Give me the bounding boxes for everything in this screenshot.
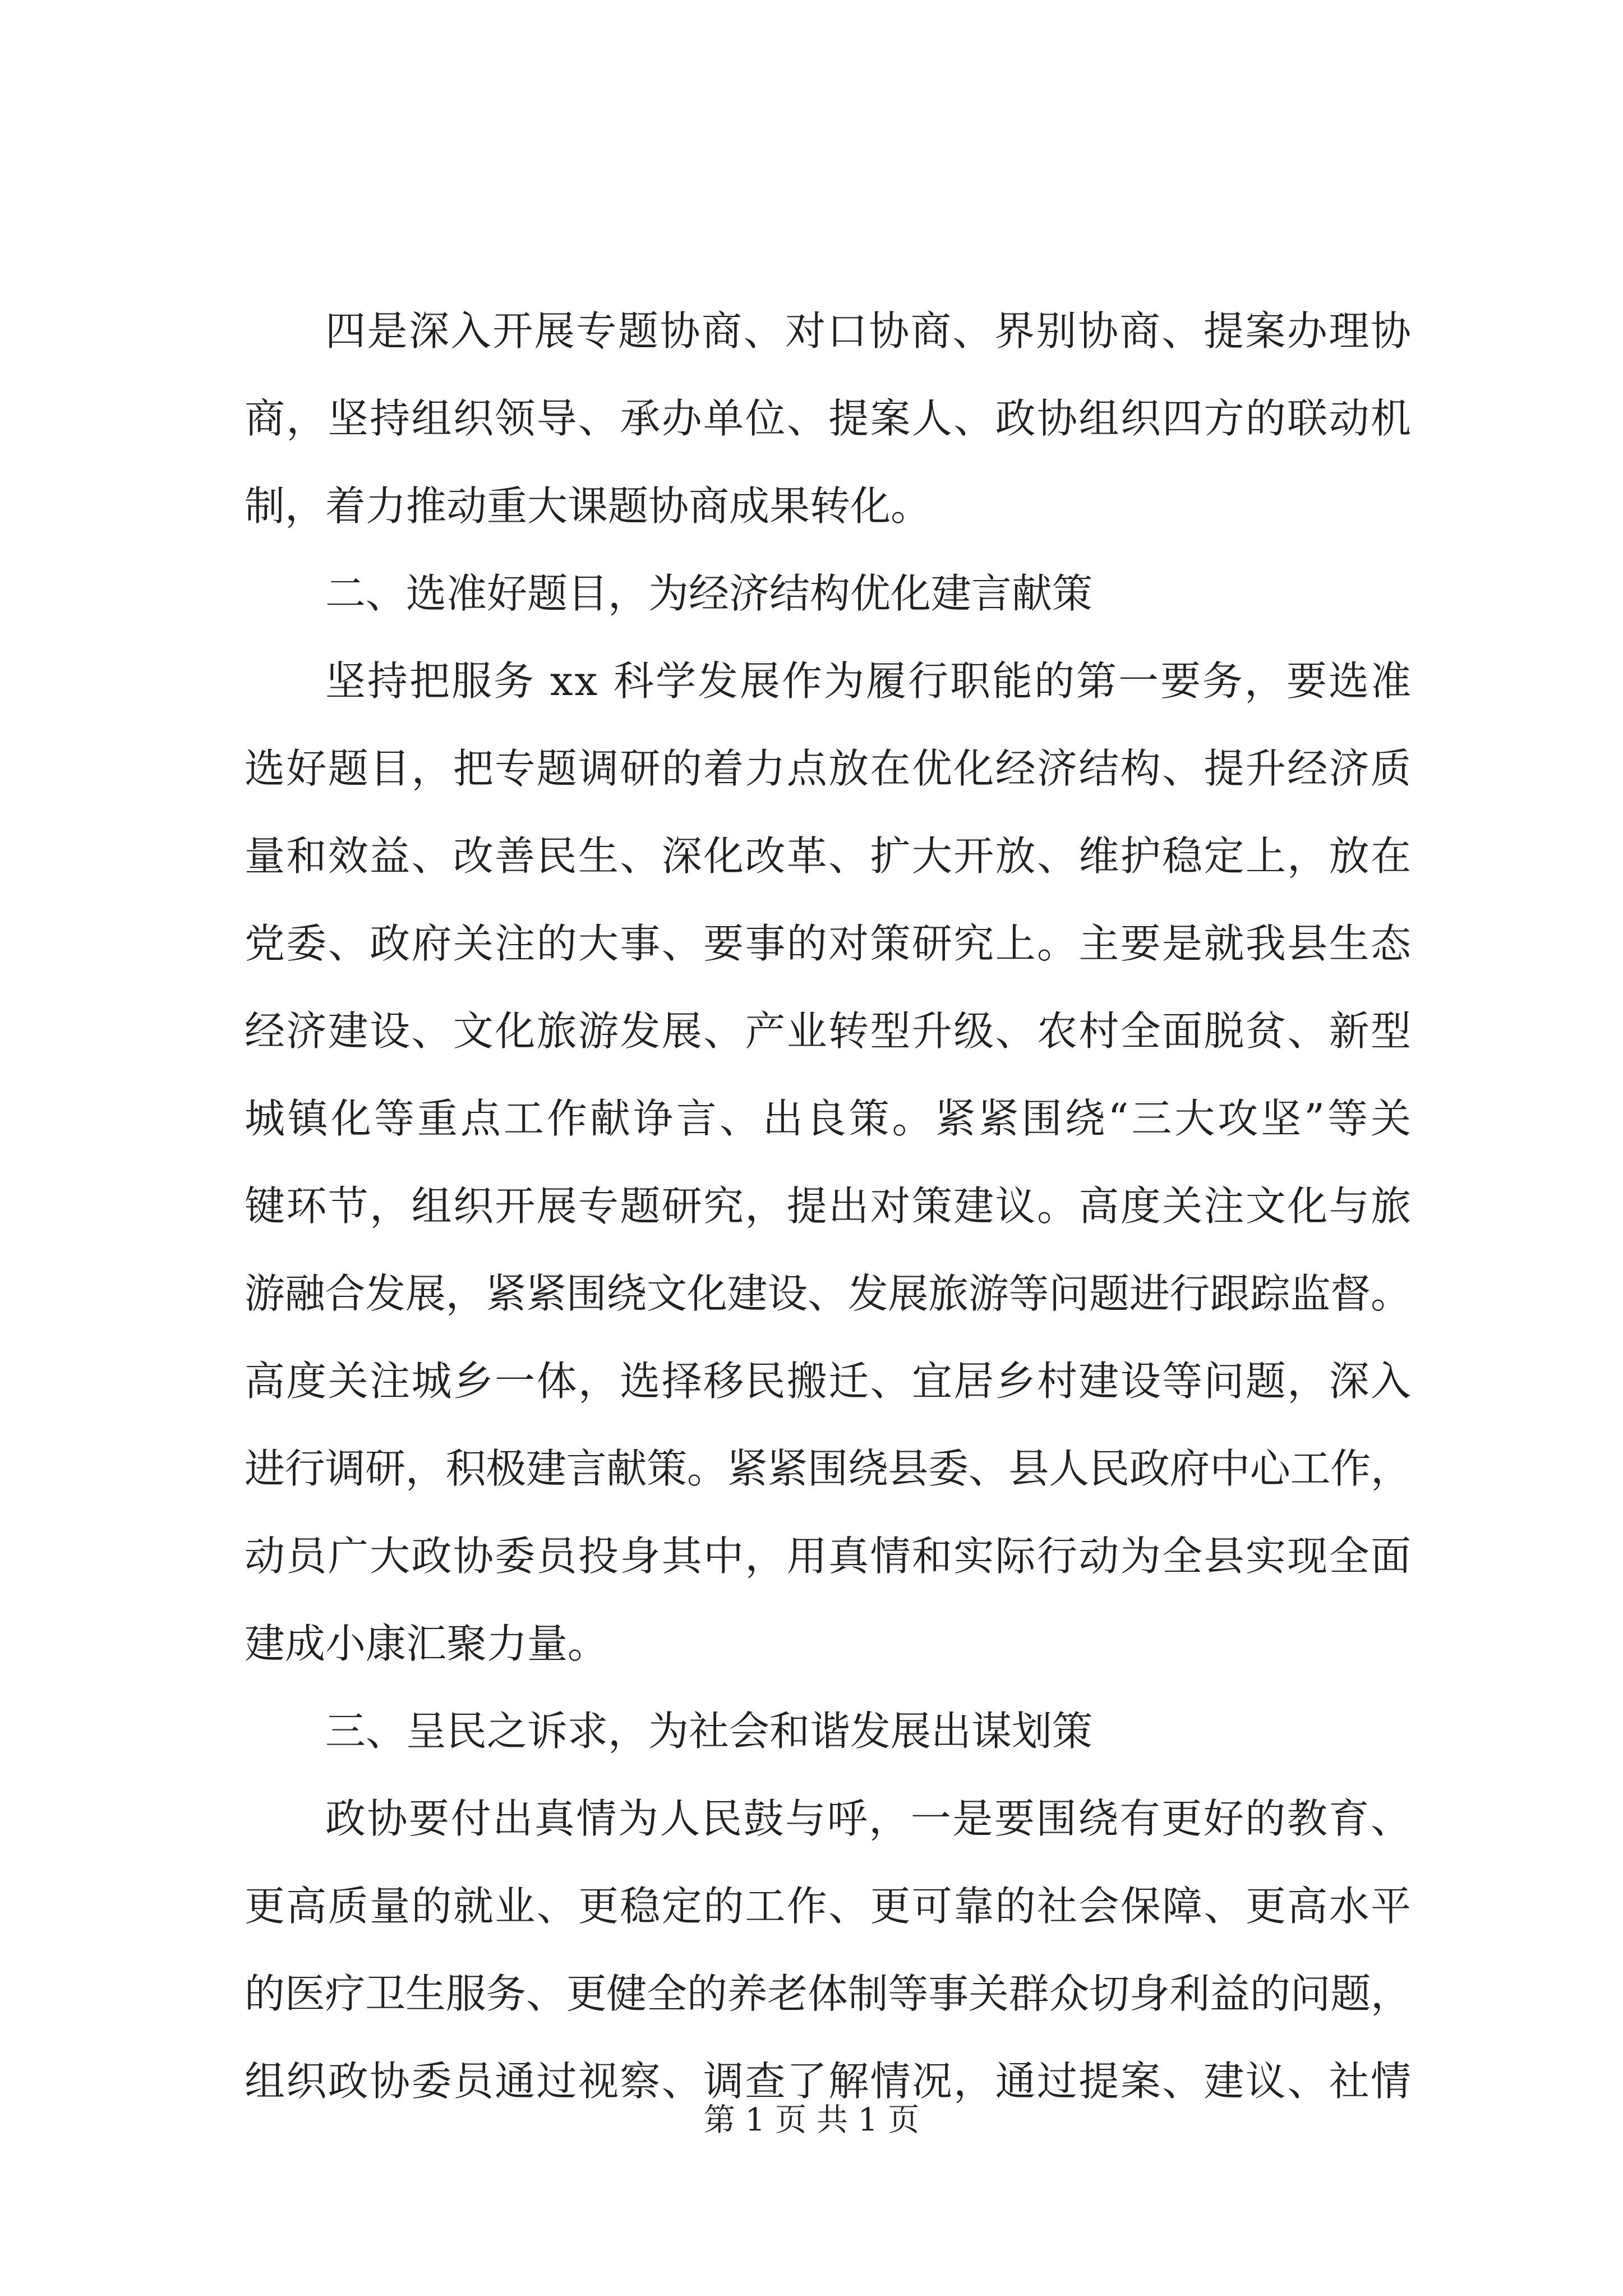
text-line: 键环节，组织开展专题研究，提出对策建议。高度关注文化与旅 [245,1182,1413,1230]
text-line: 量和效益、改善民生、深化改革、扩大开放、维护稳定上，放在 [245,832,1413,880]
document-body [245,287,1414,2125]
text-line: 党委、政府关注的大事、要事的对策研究上。主要是就我县生态 [245,920,1413,967]
text-line: 政协要付出真情为人民鼓与呼，一是要围绕有更好的教育、 [325,1795,1413,1842]
text-line: 游融合发展，紧紧围绕文化建设、发展旅游等问题进行跟踪监督。 [245,1270,1411,1317]
text-line: 二、选准好题目，为经济结构优化建言献策 [325,570,1093,617]
text-line: 三、呈民之诉求，为社会和谐发展出谋划策 [325,1708,1093,1755]
text-line: 组织政协委员通过视察、调查了解情况，通过提案、建议、社情 [245,2058,1413,2105]
text-line: 经济建设、文化旅游发展、产业转型升级、农村全面脱贫、新型 [245,1007,1413,1055]
text-line: 更高质量的就业、更稳定的工作、更可靠的社会保障、更高水平 [245,1883,1413,1930]
text-line: 制，着力推动重大课题协商成果转化。 [245,482,932,530]
text-line: 的医疗卫生服务、更健全的养老体制等事关群众切身利益的问题， [245,1970,1411,2017]
text-line: 商，坚持组织领导、承办单位、提案人、政协组织四方的联动机 [245,395,1413,442]
text-line: 四是深入开展专题协商、对口协商、界别协商、提案办理协 [325,307,1413,355]
page-footer: 第 1 页 共 1 页 [703,2102,920,2138]
text-line: 坚持把服务 xx 科学发展作为履行职能的第一要务，要选准 [325,657,1413,705]
text-line: 城镇化等重点工作献诤言、出良策。紧紧围绕“三大攻坚”等关 [245,1095,1414,1142]
text-line: 高度关注城乡一体，选择移民搬迁、宜居乡村建设等问题，深入 [245,1358,1413,1405]
text-line: 选好题目，把专题调研的着力点放在优化经济结构、提升经济质 [245,745,1413,792]
text-line: 进行调研，积极建言献策。紧紧围绕县委、县人民政府中心工作， [245,1445,1411,1492]
text-line: 动员广大政协委员投身其中，用真情和实际行动为全县实现全面 [245,1533,1413,1580]
text-line: 建成小康汇聚力量。 [245,1620,608,1667]
